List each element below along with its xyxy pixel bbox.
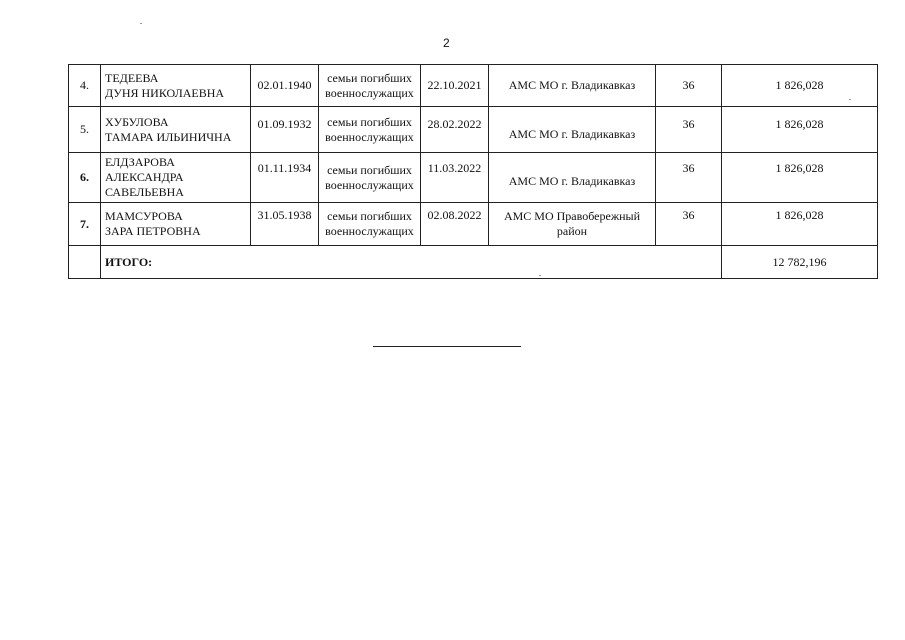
category-line: военнослужащих: [325, 224, 414, 238]
category-line: семьи погибших: [327, 209, 412, 223]
end-separator-line: [373, 346, 521, 347]
organization-line: АМС МО Правобережный: [503, 209, 641, 223]
birth-date: 02.01.1940: [251, 65, 319, 107]
amount: 1 826,028: [722, 203, 878, 246]
decision-date: 02.08.2022: [421, 203, 489, 246]
surname: ХУБУЛОВА: [105, 114, 169, 129]
category: [319, 107, 421, 153]
organization-line: район: [556, 224, 588, 238]
surname: МАМСУРОВА: [105, 209, 183, 223]
patronymic: САВЕЛЬЕВНА: [105, 185, 184, 199]
decision-date: 11.03.2022: [421, 153, 489, 203]
amount: 1 826,028: [722, 107, 878, 153]
category-line: военнослужащих: [325, 129, 414, 144]
category-line: семьи погибших: [327, 114, 412, 129]
given-name: АЛЕКСАНДРА: [105, 170, 184, 184]
table-row: [69, 107, 878, 153]
total-row-number: [69, 246, 101, 279]
category-line: военнослужащих: [325, 85, 414, 100]
category-line: семьи погибших: [327, 70, 412, 85]
total-label: ИТОГО:: [101, 246, 722, 279]
surname: ЕЛДЗАРОВА: [105, 155, 175, 169]
category: [319, 65, 421, 107]
table-row: [69, 203, 878, 246]
category: [319, 203, 421, 246]
full-name: [101, 107, 251, 153]
decision-date: 22.10.2021: [421, 65, 489, 107]
scan-speck: [140, 23, 142, 24]
recipients-table: [68, 64, 878, 279]
surname: ТЕДЕЕВА: [105, 70, 159, 85]
row-number: 6.: [69, 153, 101, 203]
organization: АМС МО г. Владикавказ: [489, 153, 656, 203]
birth-date: 01.09.1932: [251, 107, 319, 153]
birth-date: 01.11.1934: [251, 153, 319, 203]
months: 36: [656, 65, 722, 107]
amount: 1 826,028: [722, 65, 878, 107]
full-name: [101, 153, 251, 203]
page-number: 2: [443, 36, 450, 50]
organization: [489, 203, 656, 246]
row-number: 5.: [69, 107, 101, 153]
total-amount: 12 782,196: [722, 246, 878, 279]
given-name: ЗАРА ПЕТРОВНА: [105, 224, 201, 238]
full-name: [101, 203, 251, 246]
given-name: ДУНЯ НИКОЛАЕВНА: [105, 85, 225, 100]
birth-date: 31.05.1938: [251, 203, 319, 246]
decision-date: 28.02.2022: [421, 107, 489, 153]
category: [319, 153, 421, 203]
row-number: 7.: [69, 203, 101, 246]
table-row: [69, 65, 878, 107]
total-row: [69, 246, 878, 279]
table-row: [69, 153, 878, 203]
given-name: ТАМАРА ИЛЬИНИЧНА: [105, 129, 232, 144]
months: 36: [656, 153, 722, 203]
months: 36: [656, 107, 722, 153]
category-line: семьи погибших: [327, 162, 412, 177]
full-name: [101, 65, 251, 107]
amount: 1 826,028: [722, 153, 878, 203]
row-number: 4.: [69, 65, 101, 107]
category-line: военнослужащих: [325, 177, 414, 192]
organization: АМС МО г. Владикавказ: [489, 107, 656, 153]
organization: АМС МО г. Владикавказ: [489, 65, 656, 107]
months: 36: [656, 203, 722, 246]
